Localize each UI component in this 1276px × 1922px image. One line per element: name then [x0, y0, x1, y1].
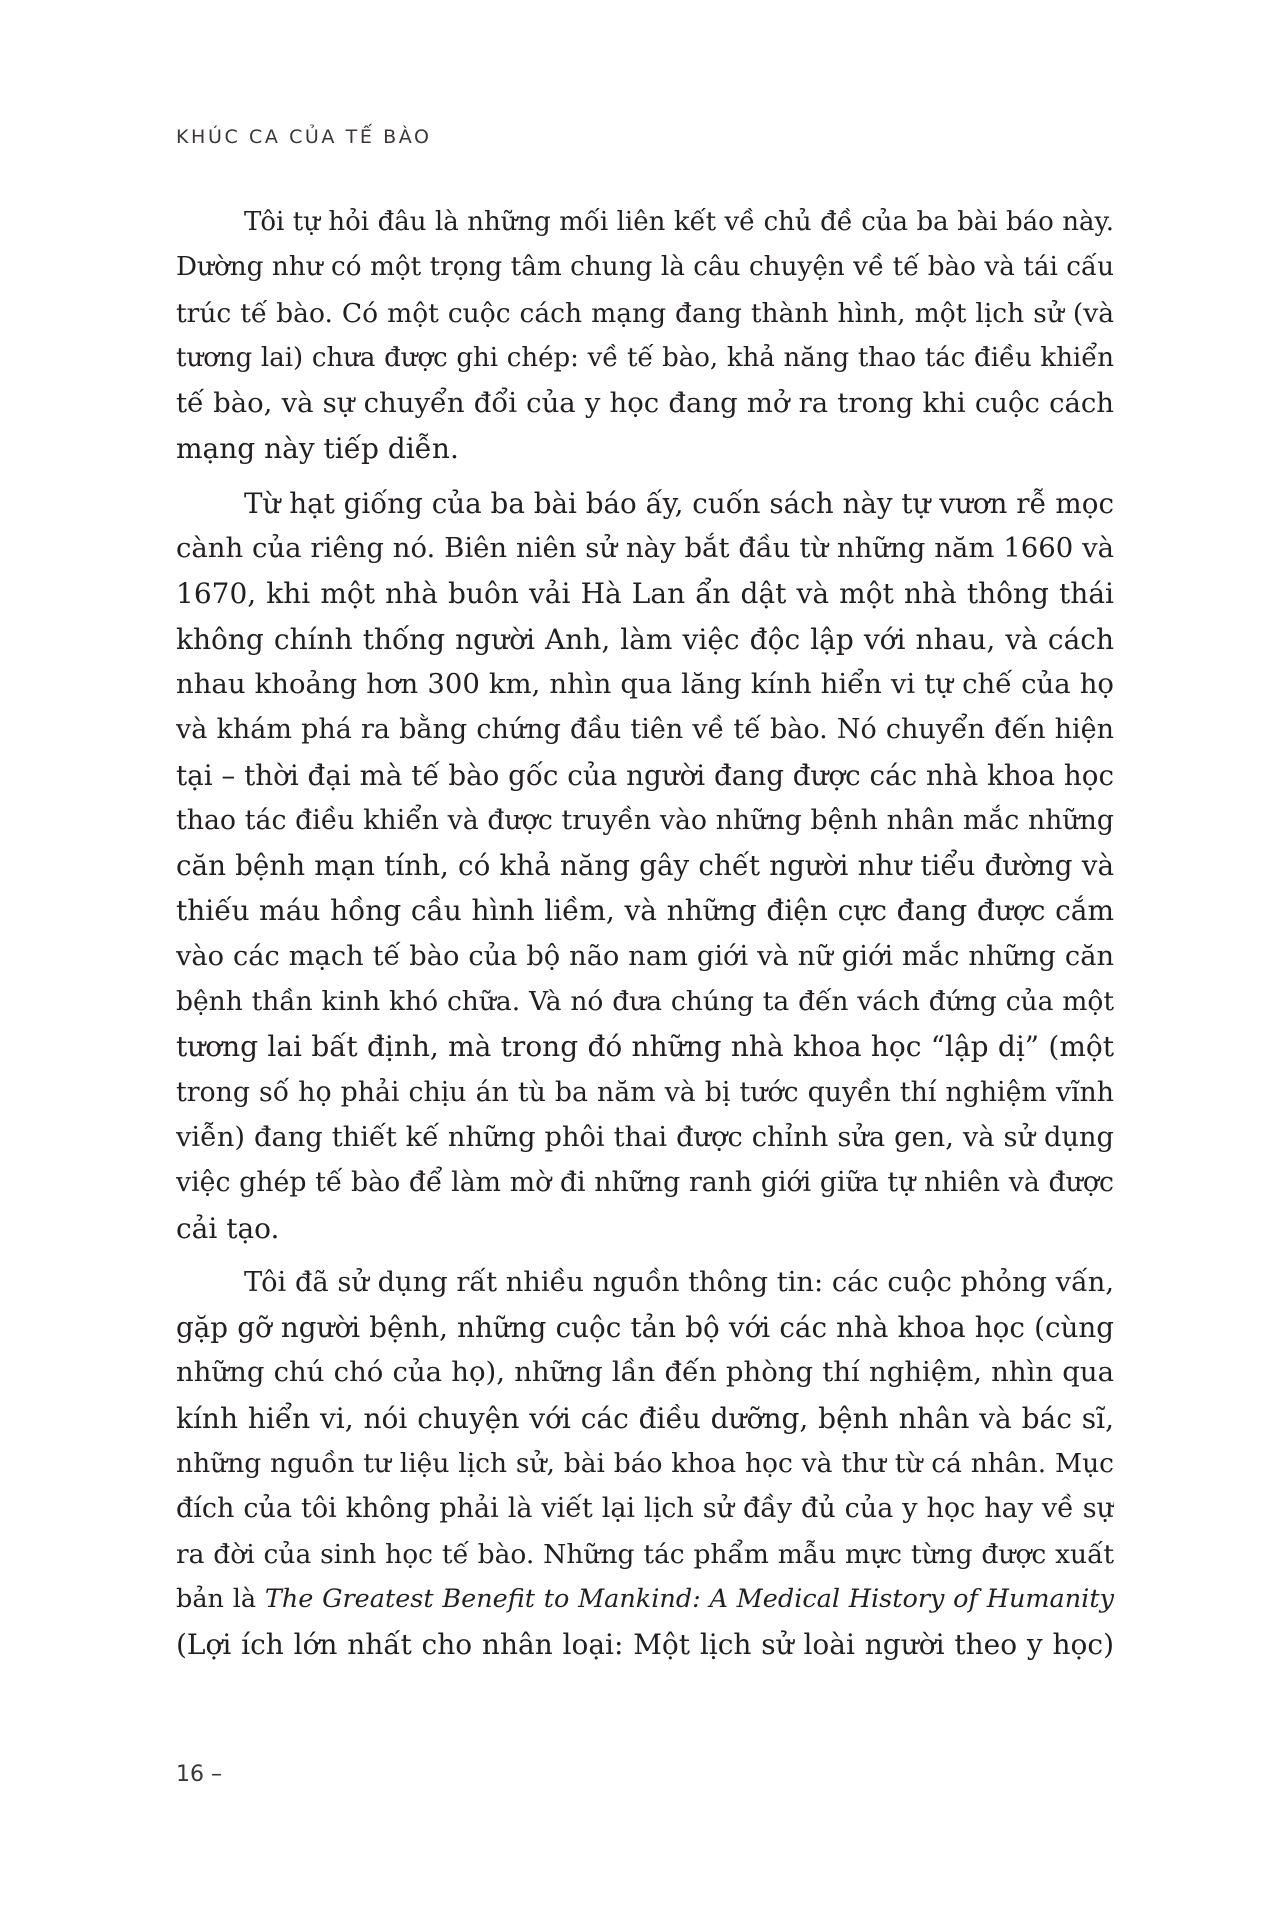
paragraph-2-line-13: tương lai bất định, mà trong đó những nhà khoa học “lập dị” (một	[176, 1030, 1114, 1064]
paragraph-2-line-8: thao tác điều khiển và được truyền vào những bệnh nhân mắc những	[176, 804, 1114, 836]
paragraph-2-line-3: 1670, khi một nhà buôn vải Hà Lan ẩn dật và một nhà thông thái	[176, 577, 1114, 611]
paragraph-2-line-12: bệnh thần kinh khó chữa. Và nó đưa chúng ta đến vách đứng của một	[176, 986, 1114, 1018]
paragraph-2-line-16: việc ghép tế bào để làm mờ đi những ranh giới giữa tự nhiên và được	[176, 1167, 1114, 1199]
paragraph-1-line-1: Tôi tự hỏi đâu là những mối liên kết về chủ đề của ba bài báo này.	[244, 207, 1114, 237]
paragraph-3-line-3: những chú chó của họ), những lần đến phòng thí nghiệm, nhìn qua	[176, 1356, 1114, 1389]
paragraph-3-line-8	[176, 1577, 1114, 1622]
paragraph-2-line-14: trong số họ phải chịu án tù ba năm và bị tước quyền thí nghiệm vĩnh	[176, 1076, 1114, 1108]
book-title: The Greatest Benefit to Mankind: A Medical History of Humanity	[264, 1583, 1114, 1614]
paragraph-2-line-2: cành của riêng nó. Biên niên sử này bắt đầu từ những năm 1660 và	[176, 532, 1114, 565]
body-text	[176, 200, 1114, 1668]
paragraph-1-line-4: tương lai) chưa được ghi chép: về tế bào, khả năng thao tác điều khiển	[176, 342, 1114, 373]
paragraph-2-line-10: thiếu máu hồng cầu hình liềm, và những điện cực đang được cắm	[176, 894, 1114, 928]
italic-line-prefix: bản là	[176, 1583, 265, 1614]
paragraph-2-line-4: không chính thống người Anh, làm việc độc lập với nhau, và cách	[176, 622, 1114, 656]
page-number: 16 –	[176, 1762, 222, 1787]
paragraph-1-line-5: tế bào, và sự chuyển đổi của y học đang mở ra trong khi cuộc cách	[176, 387, 1114, 420]
paragraph-2-line-7: tại – thời đại mà tế bào gốc của người đang được các nhà khoa học	[176, 758, 1114, 792]
running-head: KHÚC CA CỦA TẾ BÀO	[176, 126, 432, 148]
paragraph-3-line-9: (Lợi ích lớn nhất cho nhân loại: Một lịch sử loài người theo y học)	[176, 1628, 1114, 1662]
paragraph-3-line-4: kính hiển vi, nói chuyện với các điều dưỡng, bệnh nhân và bác sĩ,	[176, 1401, 1114, 1435]
paragraph-2-line-17: cải tạo.	[176, 1211, 280, 1245]
paragraph-2-line-9: căn bệnh mạn tính, có khả năng gây chết người như tiểu đường và	[176, 849, 1114, 883]
paragraph-3-line-7: ra đời của sinh học tế bào. Những tác phẩm mẫu mực từng được xuất	[176, 1538, 1114, 1570]
paragraph-3-line-5: những nguồn tư liệu lịch sử, bài báo khoa học và thư từ cá nhân. Mục	[176, 1448, 1114, 1480]
paragraph-3-line-1: Tôi đã sử dụng rất nhiều nguồn thông tin: các cuộc phỏng vấn,	[244, 1266, 1114, 1298]
paragraph-2-line-11: vào các mạch tế bào của bộ não nam giới và nữ giới mắc những căn	[176, 940, 1114, 972]
paragraph-3-line-2: gặp gỡ người bệnh, những cuộc tản bộ với các nhà khoa học (cùng	[176, 1311, 1114, 1345]
paragraph-3-line-6: đích của tôi không phải là viết lại lịch sử đầy đủ của y học hay về sự	[176, 1493, 1114, 1525]
paragraph-2-line-15: viễn) đang thiết kế những phôi thai được chỉnh sửa gen, và sử dụng	[176, 1121, 1114, 1153]
paragraph-1-line-2: Dường như có một trọng tâm chung là câu chuyện về tế bào và tái cấu	[176, 252, 1114, 283]
paragraph-2-line-5: nhau khoảng hơn 300 km, nhìn qua lăng kính hiển vi tự chế của họ	[176, 667, 1114, 700]
paragraph-2-line-1: Từ hạt giống của ba bài báo ấy, cuốn sách này tự vươn rễ mọc	[244, 486, 1114, 520]
paragraph-2-line-6: và khám phá ra bằng chứng đầu tiên về tế bào. Nó chuyển đến hiện	[176, 714, 1114, 746]
paragraph-1-line-3: trúc tế bào. Có một cuộc cách mạng đang thành hình, một lịch sử (và	[176, 297, 1114, 329]
paragraph-1-line-6: mạng này tiếp diễn.	[176, 432, 459, 466]
